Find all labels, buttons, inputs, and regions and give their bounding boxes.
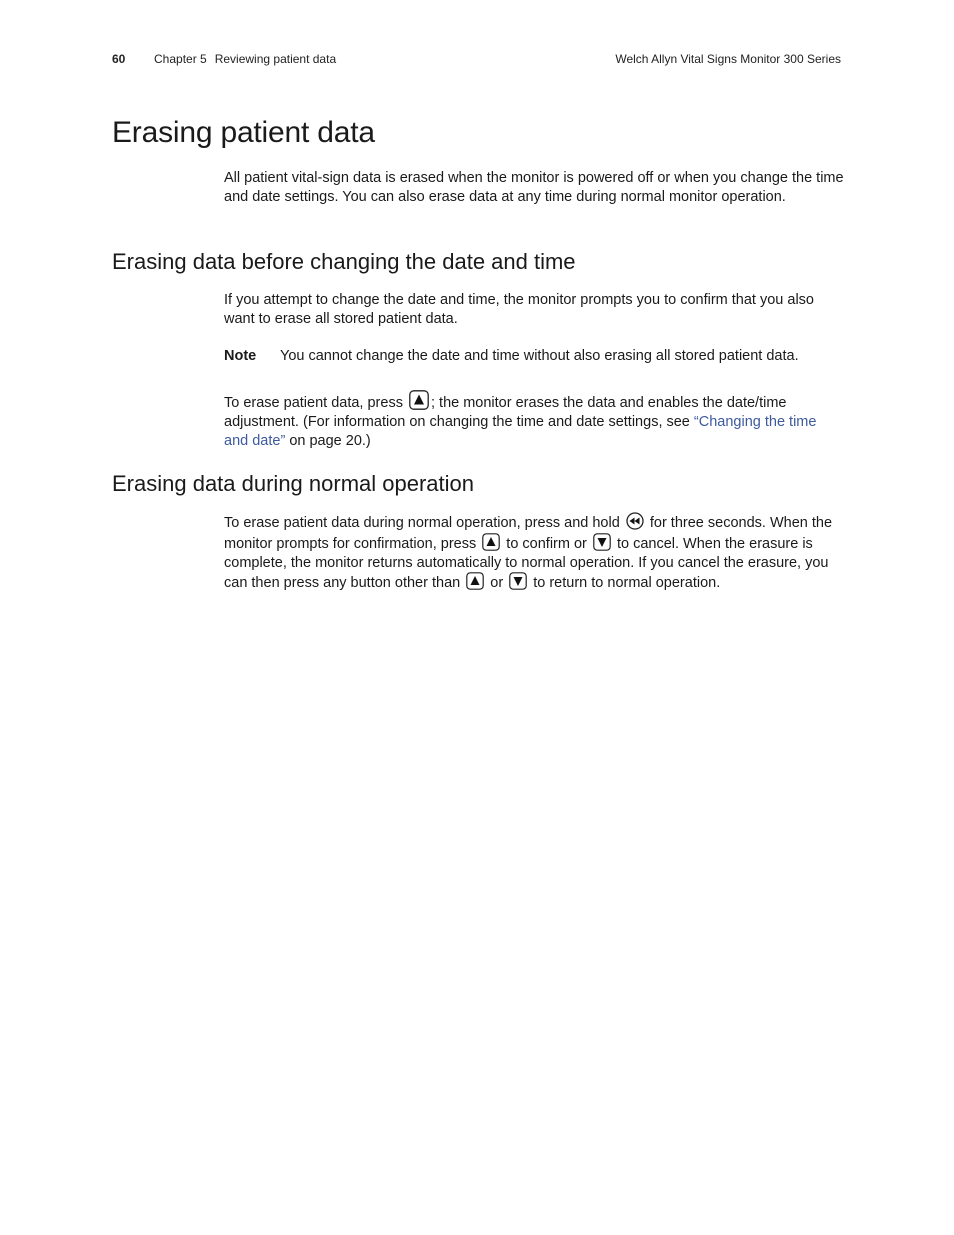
date-change-paragraph: If you attempt to change the date and time, the monitor prompts you to confirm that you also want to erase all stored patient data. bbox=[224, 292, 814, 327]
rewind-key-icon bbox=[626, 512, 644, 530]
up-arrow-key-icon bbox=[409, 390, 429, 410]
chapter-title: Reviewing patient data bbox=[214, 52, 337, 66]
page-number: 60 bbox=[112, 52, 126, 66]
normal-op-text-4: to cancel. When the erasure is complete, the monitor returns automatically to normal operation. If you cancel the erasure, you can then press any button other than bbox=[224, 535, 829, 592]
down-arrow-key-icon bbox=[509, 572, 527, 590]
down-arrow-key-icon bbox=[593, 533, 611, 551]
normal-op-text-5: or bbox=[490, 575, 504, 592]
chapter-label bbox=[154, 52, 336, 66]
erase-instr-text-b: ; the monitor erases the data and enables the date/time adjustment. (For information on changing the time and date settings, see bbox=[224, 395, 787, 430]
note-label: Note bbox=[224, 348, 257, 364]
chapter-number: Chapter 5 bbox=[154, 52, 207, 66]
section-heading-normal-operation: Erasing data during normal operation bbox=[112, 471, 475, 496]
page-title: Erasing patient data bbox=[112, 116, 375, 149]
section-heading-before-date-change: Erasing data before changing the date and time bbox=[112, 249, 576, 274]
normal-operation-paragraph bbox=[224, 512, 844, 593]
normal-op-text-6: to return to normal operation. bbox=[533, 575, 721, 592]
normal-op-text-1: To erase patient data during normal operation, press and hold bbox=[224, 515, 620, 531]
running-header bbox=[112, 52, 841, 70]
up-arrow-key-icon bbox=[466, 572, 484, 590]
normal-op-text-2: for three seconds. When the monitor prompts for confirmation, press bbox=[224, 515, 833, 552]
intro-paragraph: All patient vital-sign data is erased when the monitor is powered off or when you change the time and date settings. You can also erase data at any time during normal monitor operation. bbox=[224, 170, 844, 205]
book-title: Welch Allyn Vital Signs Monitor 300 Series bbox=[615, 52, 841, 66]
erase-instr-text-c: on page 20.) bbox=[289, 432, 371, 449]
erase-instructions-paragraph bbox=[224, 390, 844, 450]
note-text: You cannot change the date and time without also erasing all stored patient data. bbox=[280, 348, 799, 364]
xref-link-changing-time-date[interactable]: “Changing the time and date” bbox=[224, 413, 817, 449]
erase-instr-text-a: To erase patient data, press bbox=[224, 395, 403, 411]
normal-op-text-3: to confirm or bbox=[506, 535, 587, 552]
up-arrow-key-icon bbox=[482, 533, 500, 551]
